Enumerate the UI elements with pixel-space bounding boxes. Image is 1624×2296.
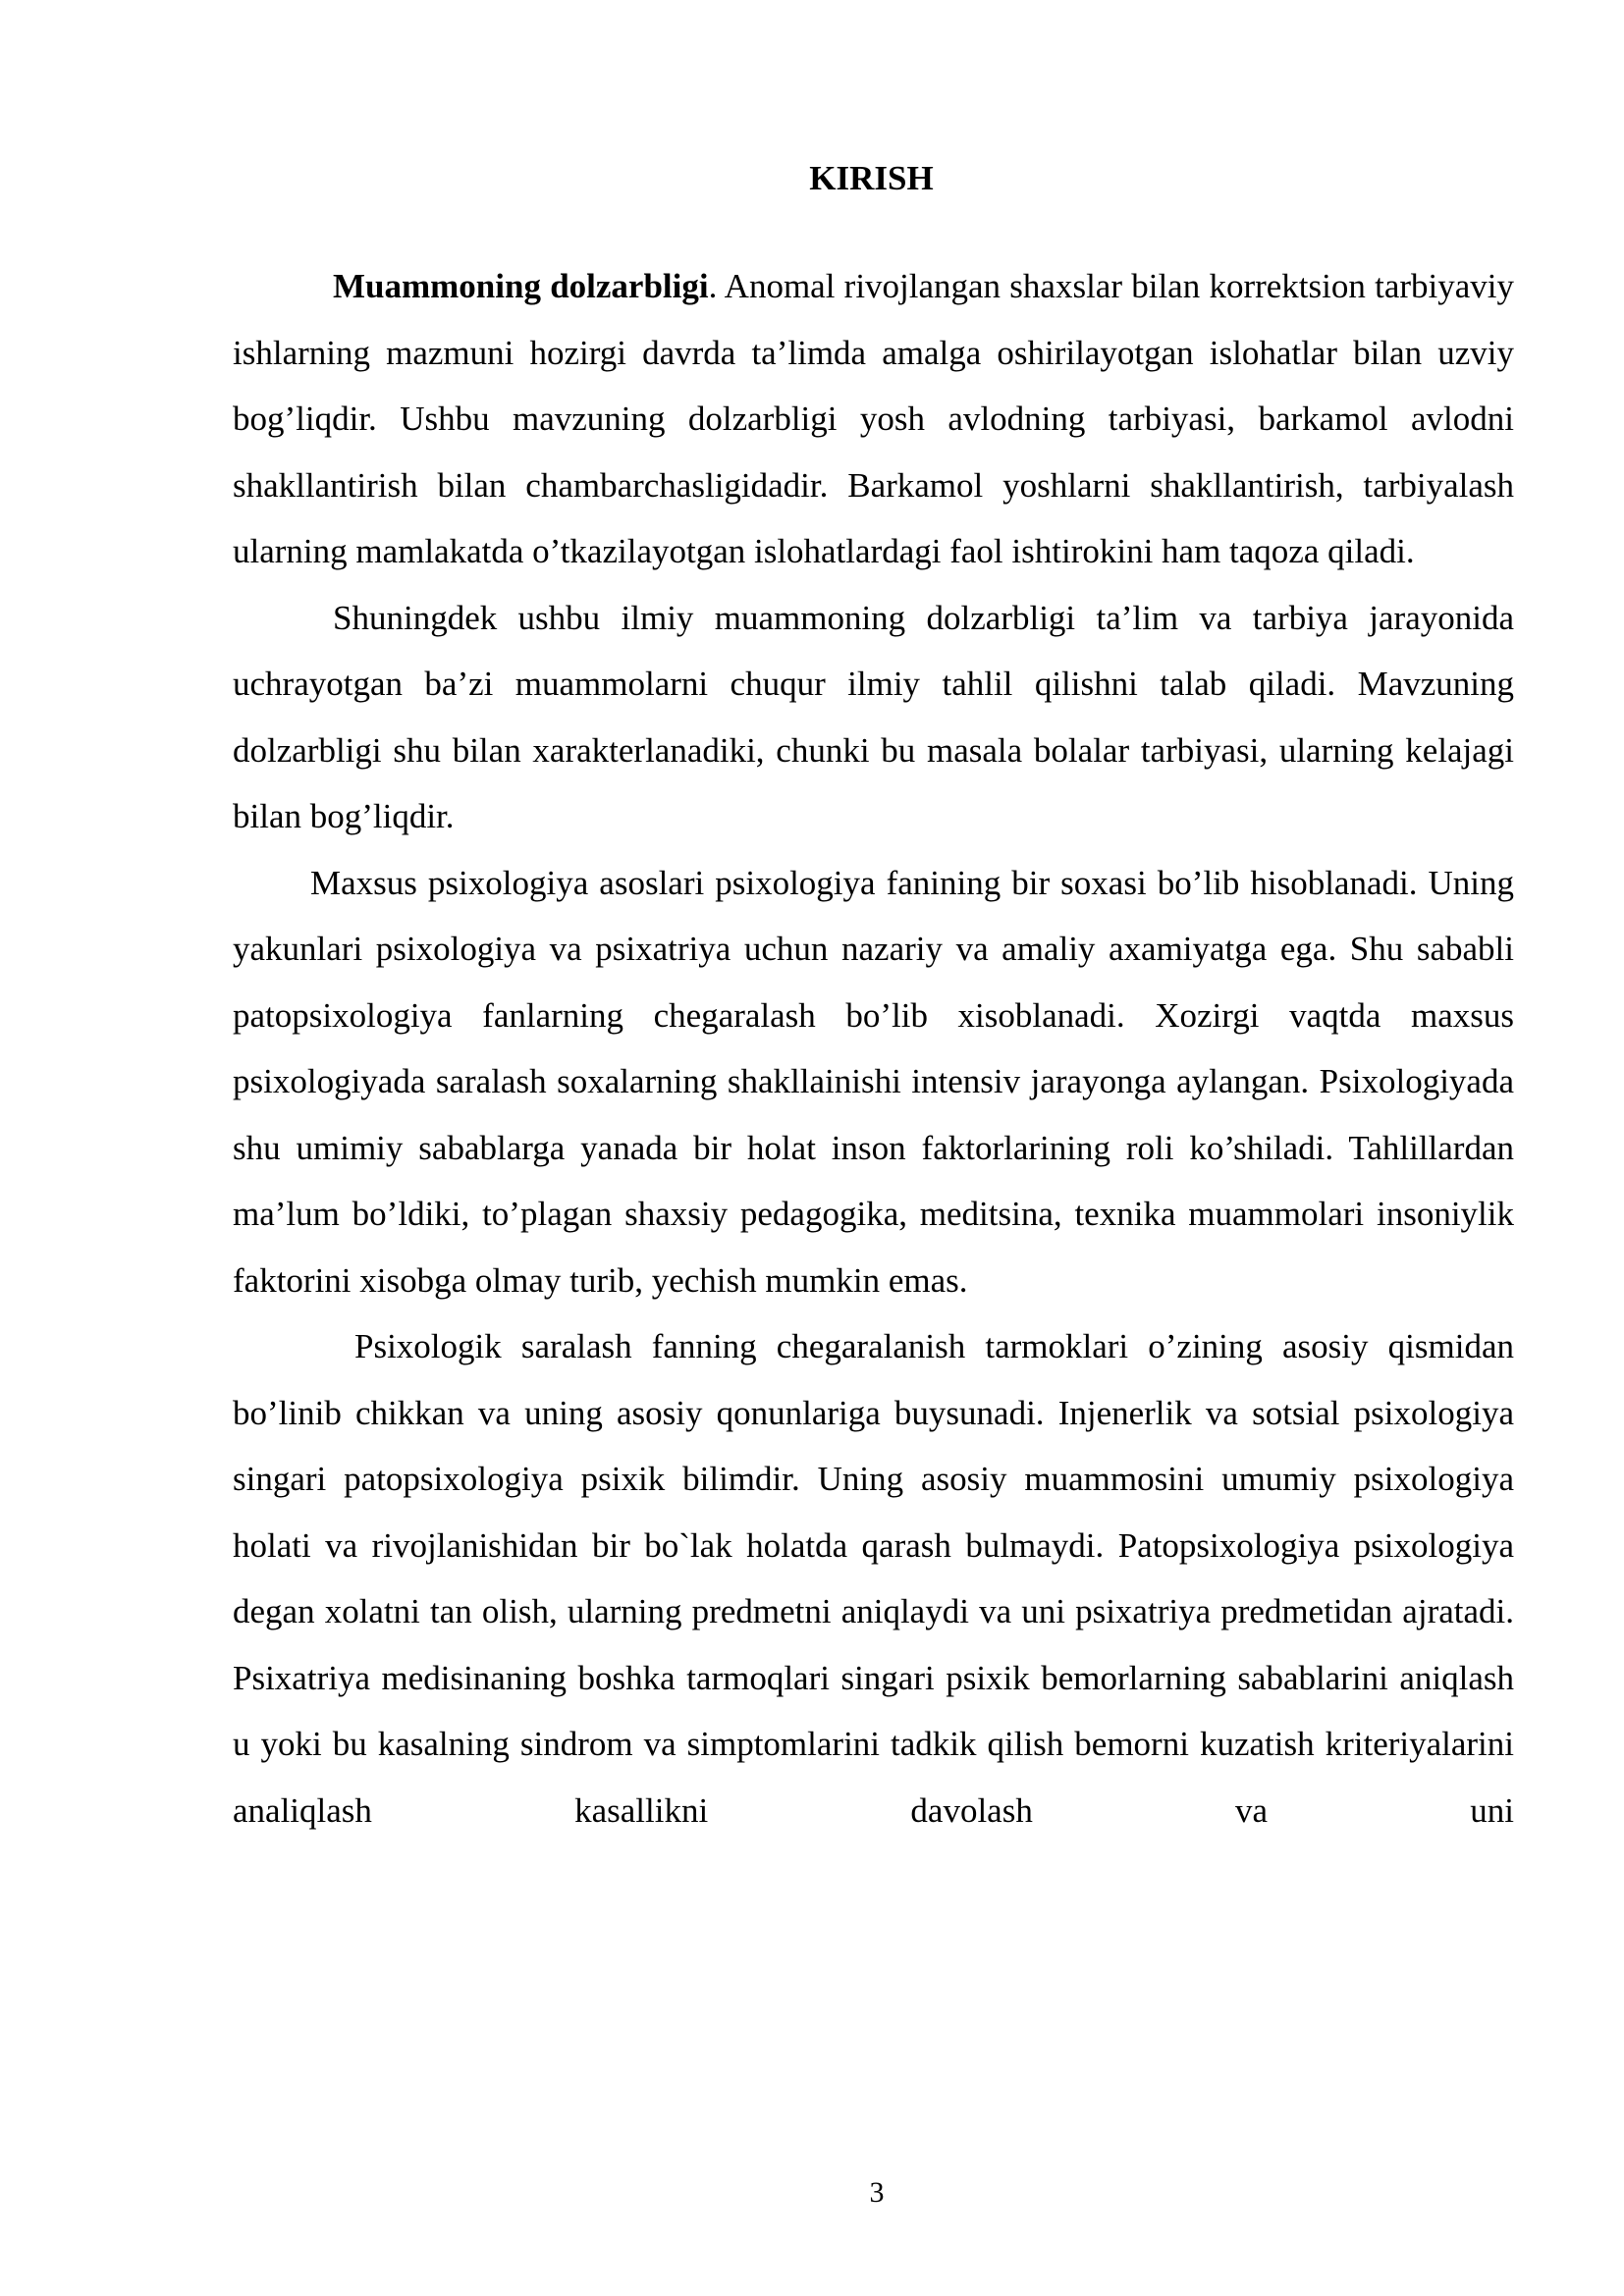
paragraph: Shuningdek ushbu ilmiy muammoning dolzarbligi ta’lim va tarbiya jarayonida uchrayotgan ba’zi muammolarni chuqur ilmiy tahlil qilishni talab qiladi. Mavzuning dolzarbligi shu bilan xarakterlanadiki, chunki bu masala bolalar tarbiyasi, ularning kelajagi bilan bog’liqdir. (233, 598, 1514, 835)
paragraph: Psixologik saralash fanning chegaralanish tarmoklari o’zining asosiy qismidan bo’linib chikkan va uning asosiy qonunlariga buysunadi. Injenerlik va sotsial psixologiya singari patopsixologiya psixik bilimdir. Uning asosiy muammosini umumiy psixologiya holati va rivojlanishidan bir bo`lak holatda qarash bulmaydi. Patopsixologiya psixologiya degan xolatni tan olish, ularning predmetni aniqlaydi va uni psixatriya predmetidan ajratadi. Psixatriya medisinaning boshka tarmoqlari singari psixik bemorlarning sabablarini aniqlash u yoki bu kasalning sindrom va simptomlarini tadkik qilish bemorni kuzatish kriteriyalarini analiqlash kasallikni davolash va uni (233, 1327, 1514, 1830)
page-number: 3 (869, 2176, 885, 2209)
paragraph-relevance (233, 253, 1514, 585)
paragraph: Maxsus psixologiya asoslari psixologiya fanining bir soxasi bo’lib hisoblanadi. Uning yakunlari psixologiya va psixatriya uchun nazariy va amaliy axamiyatga ega. Shu sababli patopsixologiya fanlarning chegaralash bo’lib xisoblanadi. Xozirgi vaqtda maxsus psixologiyada saralash soxalarning shakllainishi intensiv jarayonga aylangan. Psixologiyada shu umimiy sabablarga yanada bir holat inson faktorlarining roli ko’shiladi. Tahlillardan ma’lum bo’ldiki, to’plagan shaxsiy pedagogika, meditsina, texnika muammolari insoniylik faktorini xisobga olmay turib, yechish mumkin emas. (233, 863, 1514, 1300)
document-body (233, 253, 1514, 1843)
section-title: KIRISH (809, 159, 934, 197)
paragraph-text: . Anomal rivojlangan shaxslar bilan korrektsion tarbiyaviy ishlarning mazmuni hozirgi davrda ta’limda amalga oshirilayotgan islohatlar bilan uzviy bog’liqdir. Ushbu mavzuning dolzarbligi yosh avlodning tarbiyasi, barkamol avlodni shakllantirish bilan chambarchasligidadir. Barkamol yoshlarni shakllantirish, tarbiyalash ularning mamlakatda o’tkazilayotgan islohatlardagi faol ishtirokini ham taqoza qiladi. (233, 267, 1514, 570)
paragraph-lead-term: Muammoning dolzarbligi (333, 267, 709, 305)
